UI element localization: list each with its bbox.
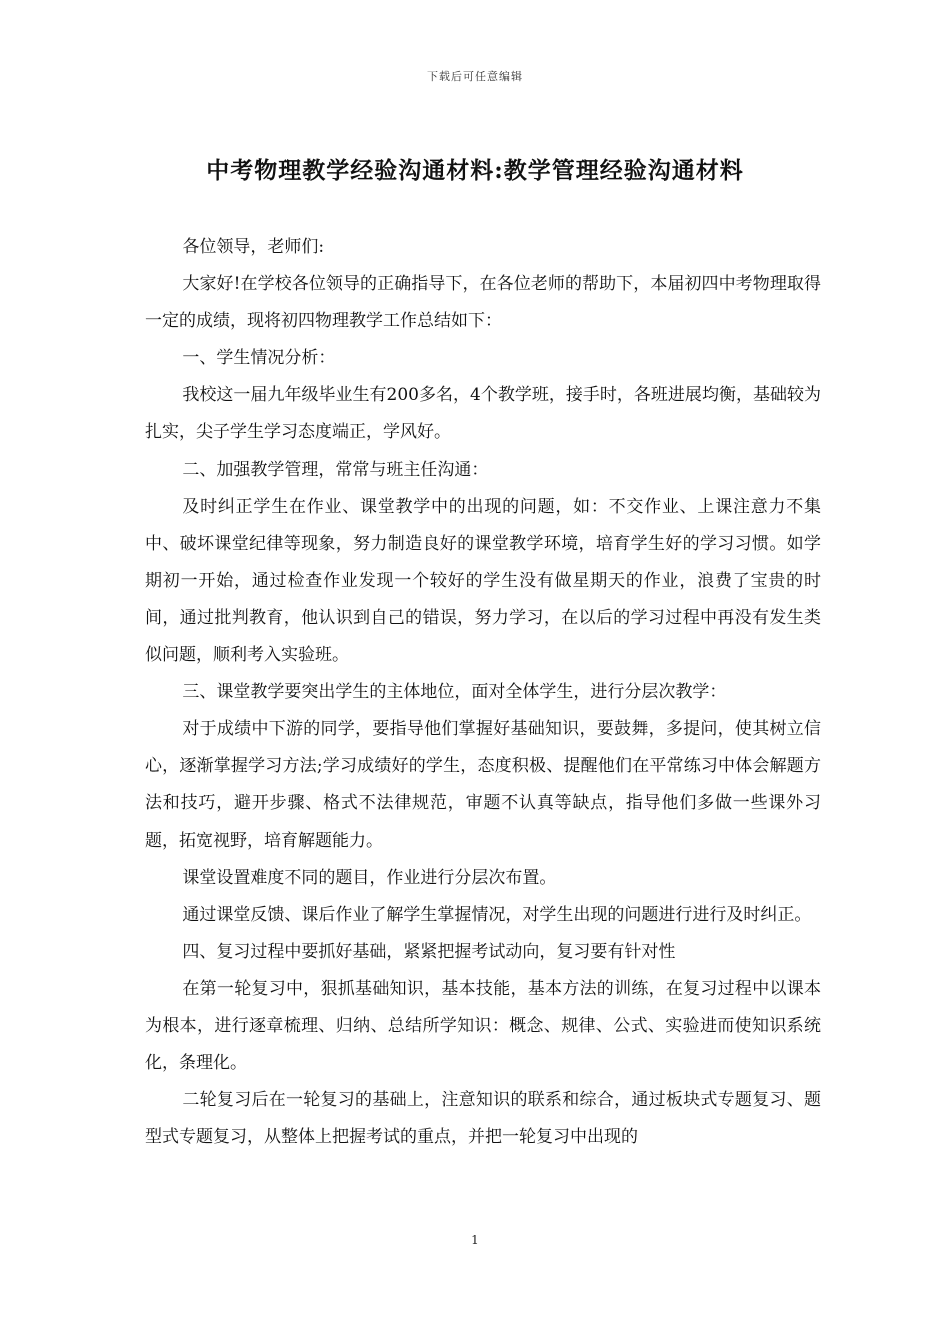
paragraph: 在第一轮复习中，狠抓基础知识，基本技能，基本方法的训练，在复习过程中以课本为根本，进行逐章梳理、归纳、总结所学知识：概念、规律、公式、实验进而使知识系统化，条理化。 <box>145 978 821 1074</box>
paragraph: 课堂设置难度不同的题目，作业进行分层次布置。 <box>182 867 557 888</box>
section-heading: 四、复习过程中要抓好基础，紧紧把握考试动向，复习要有针对性 <box>182 941 676 962</box>
page-number: 1 <box>471 1233 479 1247</box>
paragraph: 二轮复习后在一轮复习的基础上，注意知识的联系和综合，通过板块式专题复习、题型式专题复习，从整体上把握考试的重点，并把一轮复习中出现的 <box>145 1090 821 1148</box>
section-heading: 三、课堂教学要突出学生的主体地位，面对全体学生，进行分层次教学： <box>182 682 727 703</box>
paragraph: 通过课堂反馈、课后作业了解学生掌握情况，对学生出现的问题进行进行及时纠正。 <box>182 904 812 925</box>
paragraph: 我校这一届九年级毕业生有200多名，4个教学班，接手时，各班进展均衡，基础较为扎实，尖子学生学习态度端正，学风好。 <box>145 385 821 443</box>
paragraph: 大家好!在学校各位领导的正确指导下，在各位老师的帮助下，本届初四中考物理取得一定的成绩，现将初四物理教学工作总结如下： <box>145 274 821 332</box>
document-body <box>145 229 821 1156</box>
paragraph-greeting: 各位领导，老师们: <box>182 237 325 257</box>
paragraph: 及时纠正学生在作业、课堂教学中的出现的问题，如：不交作业、上课注意力不集中、破坏课堂纪律等现象，努力制造良好的课堂教学环境，培育学生好的学习习惯。如学期初一开始，通过检查作业发现一个较好的学生没有做星期天的作业，浪费了宝贵的时间，通过批判教育，他认识到自己的错误，努力学习，在以后的学习过程中再没有发生类似问题，顺利考入实验班。 <box>145 496 821 666</box>
section-heading: 一、学生情况分析： <box>182 348 336 369</box>
header-note: 下载后可任意编辑 <box>427 70 523 83</box>
document-title: 中考物理教学经验沟通材料:教学管理经验沟通材料 <box>206 157 744 184</box>
section-heading: 二、加强教学管理，常常与班主任沟通： <box>182 459 489 480</box>
paragraph: 对于成绩中下游的同学，要指导他们掌握好基础知识，要鼓舞，多提问，使其树立信心，逐渐掌握学习方法;学习成绩好的学生，态度积极、提醒他们在平常练习中体会解题方法和技巧，避开步骤、格式不法律规范，审题不认真等缺点，指导他们多做一些课外习题，拓宽视野，培育解题能力。 <box>145 719 821 851</box>
